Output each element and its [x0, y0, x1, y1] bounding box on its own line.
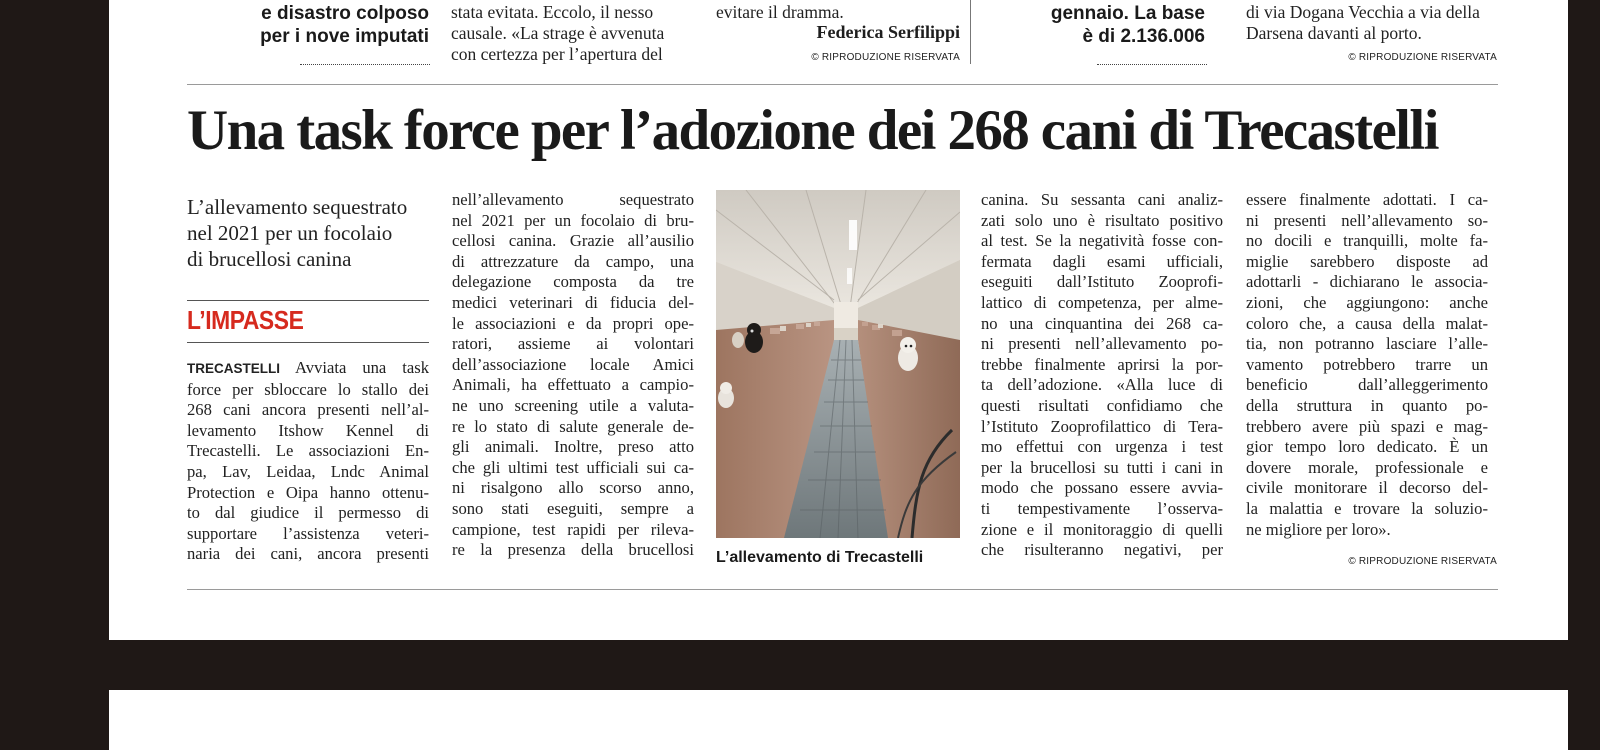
body-line: per la brucellosi su tutti i cani in — [981, 457, 1223, 477]
body-line: che gli ultimi test ufficiali sui ca- — [452, 457, 694, 477]
dateline: TRECASTELLI — [187, 361, 280, 376]
body-line: nel 2021 per un focolaio di bru- — [452, 210, 694, 230]
body-line: 268 cani ancora presenti nell’al- — [187, 400, 429, 420]
top-col4-line: è di 2.136.006 — [1082, 26, 1205, 47]
kennel-corridor-image — [716, 190, 960, 538]
body-line: l’Istituto Zooprofilattico di Tera- — [981, 416, 1223, 436]
body-line: canina. Su sessanta cani analiz- — [981, 190, 1223, 209]
body-line: zati solo uno è risultato positivo — [981, 210, 1223, 230]
body-line: no una cinquantina dei 268 ca- — [981, 313, 1223, 333]
body-line: ne uno screening utile a valuta- — [452, 395, 694, 415]
body-line: levamento Itshow Kennel di — [187, 420, 429, 440]
body-line: beneficio dall’alleggerimento — [1246, 375, 1488, 395]
dotted-rule — [1097, 64, 1207, 65]
top-col2-line: causale. «La strage è avvenuta — [451, 23, 665, 43]
next-page-edge — [109, 690, 1568, 750]
top-col5 — [1246, 2, 1496, 44]
dog-small — [732, 332, 744, 348]
top-col5-credit: © RIPRODUZIONE RISERVATA — [1348, 52, 1497, 63]
top-col1-line: per i nove imputati — [260, 26, 429, 47]
section-label: L’IMPASSE — [187, 305, 304, 335]
body-line: essere finalmente adottati. I ca- — [1246, 190, 1488, 209]
body-line: dell’associazione locale Amici — [452, 354, 694, 374]
body-line: delegazione composta da tre — [452, 272, 694, 292]
top-col1-line: e disastro colposo — [261, 3, 429, 24]
kennel-photo — [716, 190, 960, 538]
body-line: sono stati eseguiti, sempre a — [452, 498, 694, 518]
body-line: re lo stato di salute generale de- — [452, 416, 694, 436]
top-col1 — [187, 2, 429, 48]
body-line: medici veterinari di fiducia del- — [452, 292, 694, 312]
dog-black — [745, 323, 763, 353]
body-line: eseguiti dall’Istituto Zooprofi- — [981, 272, 1223, 292]
dog-white-left — [718, 382, 734, 408]
body-line: dovere morale, professionale e — [1246, 457, 1488, 477]
body-line: campione, test rapidi per rileva- — [452, 519, 694, 539]
standfirst-line: L’allevamento sequestrato — [187, 195, 408, 219]
body-line: questi risultati confidiamo che — [981, 395, 1223, 415]
body-line: Trecastelli. Le associazioni En- — [187, 441, 429, 461]
body-line: re la presenza della brucellosi — [452, 540, 694, 560]
body-line: modo che possano essere avvia- — [981, 478, 1223, 498]
body-line: della struttura in quanto po- — [1246, 395, 1488, 415]
body-line: ni presenti nell’allevamento so- — [1246, 210, 1488, 230]
top-col5-line: Darsena davanti al porto. — [1246, 23, 1422, 43]
body-line: di attrezzature da campo, una — [452, 251, 694, 271]
body-line: lattico di competenza, per alme- — [981, 292, 1223, 312]
body-line: pa, Lav, Leidaa, Lndc Animal — [187, 461, 429, 481]
body-line: zioni, che aggiungono: anche — [1246, 292, 1488, 312]
newspaper-page — [109, 0, 1568, 640]
column-divider — [970, 0, 971, 64]
body-line: adottarli - dichiarano le associa- — [1246, 272, 1488, 292]
body-line: che risulteranno negativi, per — [981, 540, 1223, 560]
body-line: mo effettui con urgenza i test — [981, 437, 1223, 457]
article-bottom-rule — [187, 589, 1498, 590]
body-line: no docili e tranquilli, molte fa- — [1246, 231, 1488, 251]
body-line: to dal giudice il permesso di — [187, 503, 429, 523]
body-column-4 — [981, 190, 1223, 561]
top-col3-credit: © RIPRODUZIONE RISERVATA — [811, 52, 960, 63]
label-rule-top — [187, 300, 429, 301]
body-line: miglie sarebbero disposte ad — [1246, 251, 1488, 271]
top-col4-line: gennaio. La base — [1050, 3, 1205, 24]
body-line: fermata dagli esami ufficiali, — [981, 251, 1223, 271]
body-line: supportare l’assistenza veteri- — [187, 523, 429, 543]
dog-white-right — [898, 337, 918, 371]
top-col3-author: Federica Serfilippi — [816, 22, 960, 42]
body-column-5 — [1246, 190, 1488, 540]
top-col3-line: evitare il dramma. — [716, 2, 844, 22]
top-col2 — [451, 2, 701, 65]
standfirst — [187, 194, 437, 272]
body-line: vamento potrebbero trarre un — [1246, 354, 1488, 374]
body-line: zione e il monitoraggio di quelli — [981, 519, 1223, 539]
body-line: ni risalgono allo scorso anno, — [452, 478, 694, 498]
article-credit: © RIPRODUZIONE RISERVATA — [1348, 556, 1497, 567]
standfirst-line: nel 2021 per un focolaio — [187, 221, 393, 245]
photo-caption: L’allevamento di Trecastelli — [716, 549, 924, 566]
label-rule-bottom — [187, 342, 429, 343]
body-line: al test. Se la negatività fosse con- — [981, 231, 1223, 251]
body-line: force per sbloccare lo stallo dei — [187, 379, 429, 399]
top-col5-line: di via Dogana Vecchia a via della — [1246, 2, 1480, 22]
body-line: Protection e Oipa hanno ottenu- — [187, 482, 429, 502]
body-line: trebbero avere più spazi e mag- — [1246, 416, 1488, 436]
top-col4 — [989, 2, 1205, 48]
body-line: naria dei cani, ancora presenti — [187, 544, 429, 564]
body-line: la malattia e trovare la soluzio- — [1246, 498, 1488, 518]
body-line: cellosi canina. Grazie all’ausilio — [452, 231, 694, 251]
body-line: Animali, ha effettuato a campio- — [452, 375, 694, 395]
top-col2-line: con certezza per l’apertura del — [451, 44, 663, 64]
body-line: gli animali. Inoltre, preso atto — [452, 437, 694, 457]
body-line: Avviata una task — [280, 358, 429, 377]
section-rule — [187, 84, 1498, 85]
body-line: ne migliore per loro». — [1246, 519, 1391, 539]
standfirst-line: di brucellosi canina — [187, 247, 352, 271]
body-line: le associazioni e da propri ope- — [452, 313, 694, 333]
body-line: ti tempestivamente l’osserva- — [981, 498, 1223, 518]
body-column-1 — [187, 358, 429, 565]
body-line: trebbe finalmente aprirsi la por- — [981, 354, 1223, 374]
body-line: ratori, assieme ai volontari — [452, 334, 694, 354]
top-col2-line: stata evitata. Eccolo, il nesso — [451, 2, 654, 22]
body-line: civile monitorare il decorso del- — [1246, 478, 1488, 498]
article-headline: Una task force per l’adozione dei 268 cani di Trecastelli — [187, 99, 1438, 162]
body-line: ta dell’adozione. «Alla luce di — [981, 375, 1223, 395]
body-line: ni presenti nell’allevamento po- — [981, 334, 1223, 354]
body-line: gior tempo loro dedicato. È un — [1246, 437, 1488, 457]
dotted-rule — [300, 64, 430, 65]
body-line: tia, non potranno lasciare l’alle- — [1246, 334, 1488, 354]
body-line: nell’allevamento sequestrato — [452, 190, 694, 209]
body-line: coloro che, a causa della malat- — [1246, 313, 1488, 333]
body-column-2 — [452, 190, 694, 561]
